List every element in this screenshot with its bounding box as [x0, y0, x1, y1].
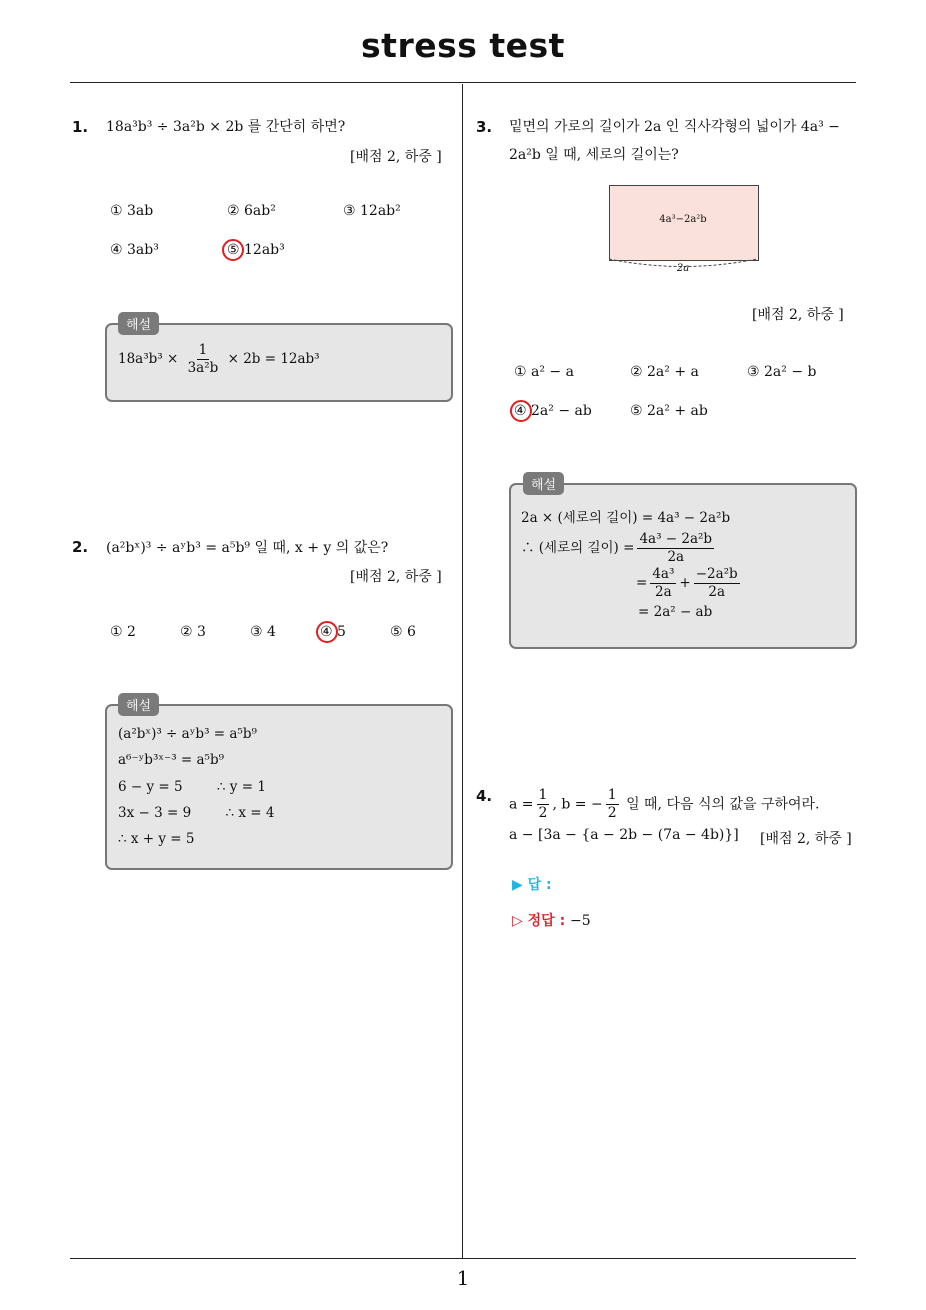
- q4-frac-b-num: 1: [607, 787, 617, 803]
- q3-solution-fraction-1: [637, 531, 714, 566]
- q3-text-line-2: 2a²b 일 때, 세로의 길이는?: [509, 147, 679, 163]
- q1-text: 18a³b³ ÷ 3a²b × 2b 를 간단히 하면?: [106, 119, 346, 135]
- q4-correct-answer: [512, 910, 591, 930]
- q4-frac-a: [537, 787, 550, 822]
- q2-solution-line-1: (a²bˣ)³ ÷ aʸb³ = a⁵b⁹: [118, 726, 257, 742]
- q2-solution-line-3: 6 − y = 5 ∴ y = 1: [118, 779, 266, 795]
- q2-solution-line-4: 3x − 3 = 9 ∴ x = 4: [118, 805, 275, 821]
- q1-solution-fraction: [186, 342, 221, 377]
- q3-solution-line-4: = 2a² − ab: [638, 604, 713, 620]
- q1-choice-1[interactable]: ① 3ab: [110, 203, 154, 219]
- q4-frac-b-den: 2: [607, 805, 617, 821]
- q3-solution-fraction-3: [694, 566, 740, 601]
- q4-frac-a-den: 2: [538, 805, 548, 821]
- q3-frac1-num: 4a³ − 2a²b: [639, 531, 713, 547]
- q4-meta: [배점 2, 하중 ]: [760, 831, 852, 847]
- bottom-divider: [70, 1258, 856, 1259]
- q3-choice-2[interactable]: ② 2a² + a: [630, 364, 699, 380]
- q3-text-line-1: 밑면의 가로의 길이가 2a 인 직사각형의 넓이가 4a³ −: [509, 119, 840, 135]
- q1-answer-circle: [222, 239, 244, 261]
- q1-solution: [118, 342, 320, 377]
- q4-text-a: a =: [509, 796, 534, 813]
- q2-solution-label: 해설: [118, 693, 159, 716]
- q3-choice-3[interactable]: ③ 2a² − b: [747, 364, 817, 380]
- q3-solution-plus: +: [679, 575, 691, 591]
- q3-solution-fraction-2: [650, 566, 676, 601]
- q3-meta: [배점 2, 하중 ]: [752, 307, 844, 323]
- q1-number: 1.: [72, 118, 89, 136]
- q4-expression: a − [3a − {a − 2b − (7a − 4b)}]: [509, 827, 739, 843]
- q3-choice-5[interactable]: ⑤ 2a² + ab: [630, 403, 708, 419]
- q2-text: (a²bˣ)³ ÷ aʸb³ = a⁵b⁹ 일 때, x + y 의 값은?: [106, 540, 389, 556]
- q2-choice-2[interactable]: ② 3: [180, 624, 206, 640]
- q4-text-b: , b = −: [552, 796, 603, 813]
- column-divider: [462, 84, 463, 1258]
- q3-frac3-num: −2a²b: [695, 566, 738, 582]
- q1-solution-label: 해설: [118, 312, 159, 335]
- q3-choice-4[interactable]: ④ 2a² − ab: [514, 403, 592, 419]
- q2-solution-line-2: a⁶⁻ʸb³ˣ⁻³ = a⁵b⁹: [118, 752, 225, 768]
- q3-number: 3.: [476, 118, 493, 136]
- q1-choice-3[interactable]: ③ 12ab²: [343, 203, 401, 219]
- q2-choice-1[interactable]: ① 2: [110, 624, 136, 640]
- q2-choice-5[interactable]: ⑤ 6: [390, 624, 416, 640]
- q3-solution-eq: =: [636, 575, 648, 591]
- page-title: stress test: [361, 26, 565, 65]
- q3-frac2-den: 2a: [655, 584, 672, 600]
- q1-choice-2[interactable]: ② 6ab²: [227, 203, 276, 219]
- q2-solution-line-5: ∴ x + y = 5: [118, 831, 195, 847]
- q4-text: [509, 787, 820, 822]
- q4-frac-b: [606, 787, 619, 822]
- q3-solution-line-2: [521, 531, 717, 566]
- q3-figure-width-label: 2a: [676, 263, 690, 274]
- q2-choice-4[interactable]: ④ 5: [320, 624, 346, 640]
- q1-solution-frac-den: 3a²b: [187, 360, 219, 376]
- q3-solution-line-3: [636, 566, 743, 601]
- q3-figure-area-label: 4a³−2a²b: [659, 214, 707, 225]
- q4-number: 4.: [476, 787, 493, 805]
- q3-frac3-den: 2a: [708, 584, 726, 600]
- q3-solution-line-1: 2a × (세로의 길이) = 4a³ − 2a²b: [521, 510, 731, 526]
- q3-frac1-den: 2a: [667, 549, 685, 565]
- q3-frac2-num: 4a³: [652, 566, 675, 582]
- q1-choice-4[interactable]: ④ 3ab³: [110, 242, 159, 258]
- q2-number: 2.: [72, 538, 89, 556]
- q2-meta: [배점 2, 하중 ]: [350, 569, 442, 585]
- q1-solution-rhs: × 2b = 12ab³: [223, 351, 320, 367]
- top-divider: [70, 82, 856, 83]
- q4-correct-value: −5: [570, 913, 591, 929]
- q4-frac-a-num: 1: [538, 787, 548, 803]
- q3-solution-lhs: ∴ (세로의 길이) =: [521, 540, 635, 556]
- page-number: 1: [456, 1266, 470, 1290]
- q4-text-tail: 일 때, 다음 식의 값을 구하여라.: [626, 796, 820, 813]
- q1-choice-5[interactable]: ⑤ 12ab³: [227, 242, 285, 258]
- q4-answer-prompt: ▶ 답 :: [512, 877, 552, 893]
- q1-solution-lhs: 18a³b³ ×: [118, 351, 183, 367]
- q3-choice-1[interactable]: ① a² − a: [514, 364, 574, 380]
- q4-correct-label: ▷ 정답 :: [512, 913, 566, 929]
- q2-choice-3[interactable]: ③ 4: [250, 624, 276, 640]
- q3-solution-label: 해설: [523, 472, 564, 495]
- q3-answer-circle: [510, 400, 532, 422]
- q1-meta: [배점 2, 하중 ]: [350, 149, 442, 165]
- q1-solution-frac-num: 1: [198, 342, 208, 358]
- q2-answer-circle: [316, 621, 338, 643]
